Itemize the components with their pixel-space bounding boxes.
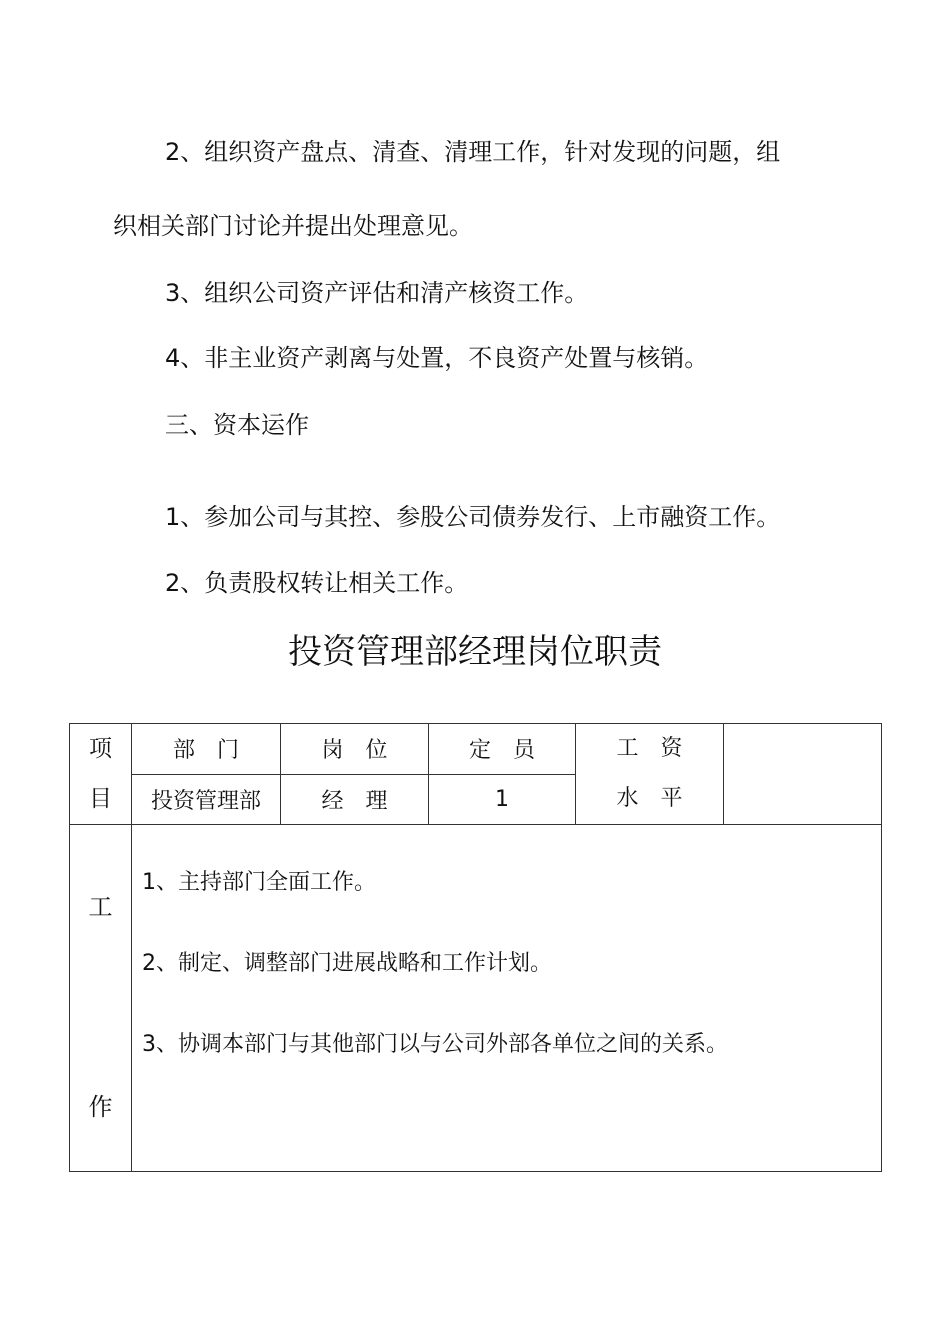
body-paragraph: 2、组织资产盘点、清查、清理工作，针对发现的问题，组	[165, 138, 781, 166]
item-label-cell	[70, 724, 132, 825]
section-heading: 三、资本运作	[165, 411, 309, 439]
body-paragraph: 4、非主业资产剥离与处置，不良资产处置与核销。	[165, 344, 709, 372]
body-paragraph: 3、组织公司资产评估和清产核资工作。	[165, 279, 589, 307]
body-paragraph: 2、负责股权转让相关工作。	[165, 569, 469, 597]
body-paragraph: 织相关部门讨论并提出处理意见。	[113, 212, 473, 240]
duty-item: 2、制定、调整部门进展战略和工作计划。	[142, 951, 552, 976]
job-duty-table	[69, 723, 882, 1172]
salary-label-cell	[576, 724, 724, 825]
salary-label-top: 工 资	[616, 736, 683, 761]
item-label-top: 项	[89, 736, 112, 762]
duties-cell	[132, 825, 882, 1172]
position-value: 经 理	[281, 774, 429, 825]
work-label-cell	[70, 825, 132, 1172]
position-header: 岗 位	[281, 724, 429, 775]
dept-header: 部 门	[132, 724, 281, 775]
work-label-top: 工	[88, 893, 113, 921]
document-title: 投资管理部经理岗位职责	[288, 632, 662, 672]
headcount-header: 定 员	[429, 724, 576, 775]
duty-item: 3、协调本部门与其他部门以与公司外部各单位之间的关系。	[142, 1032, 728, 1057]
work-label-bottom: 作	[88, 1093, 113, 1121]
headcount-value: 1	[429, 774, 576, 825]
salary-value	[724, 724, 882, 825]
item-label-bottom: 目	[89, 786, 112, 812]
dept-value: 投资管理部	[132, 774, 281, 825]
salary-label-bottom: 水 平	[616, 786, 683, 811]
body-paragraph: 1、参加公司与其控、参股公司债券发行、上市融资工作。	[165, 503, 781, 531]
duty-item: 1、主持部门全面工作。	[142, 870, 376, 895]
